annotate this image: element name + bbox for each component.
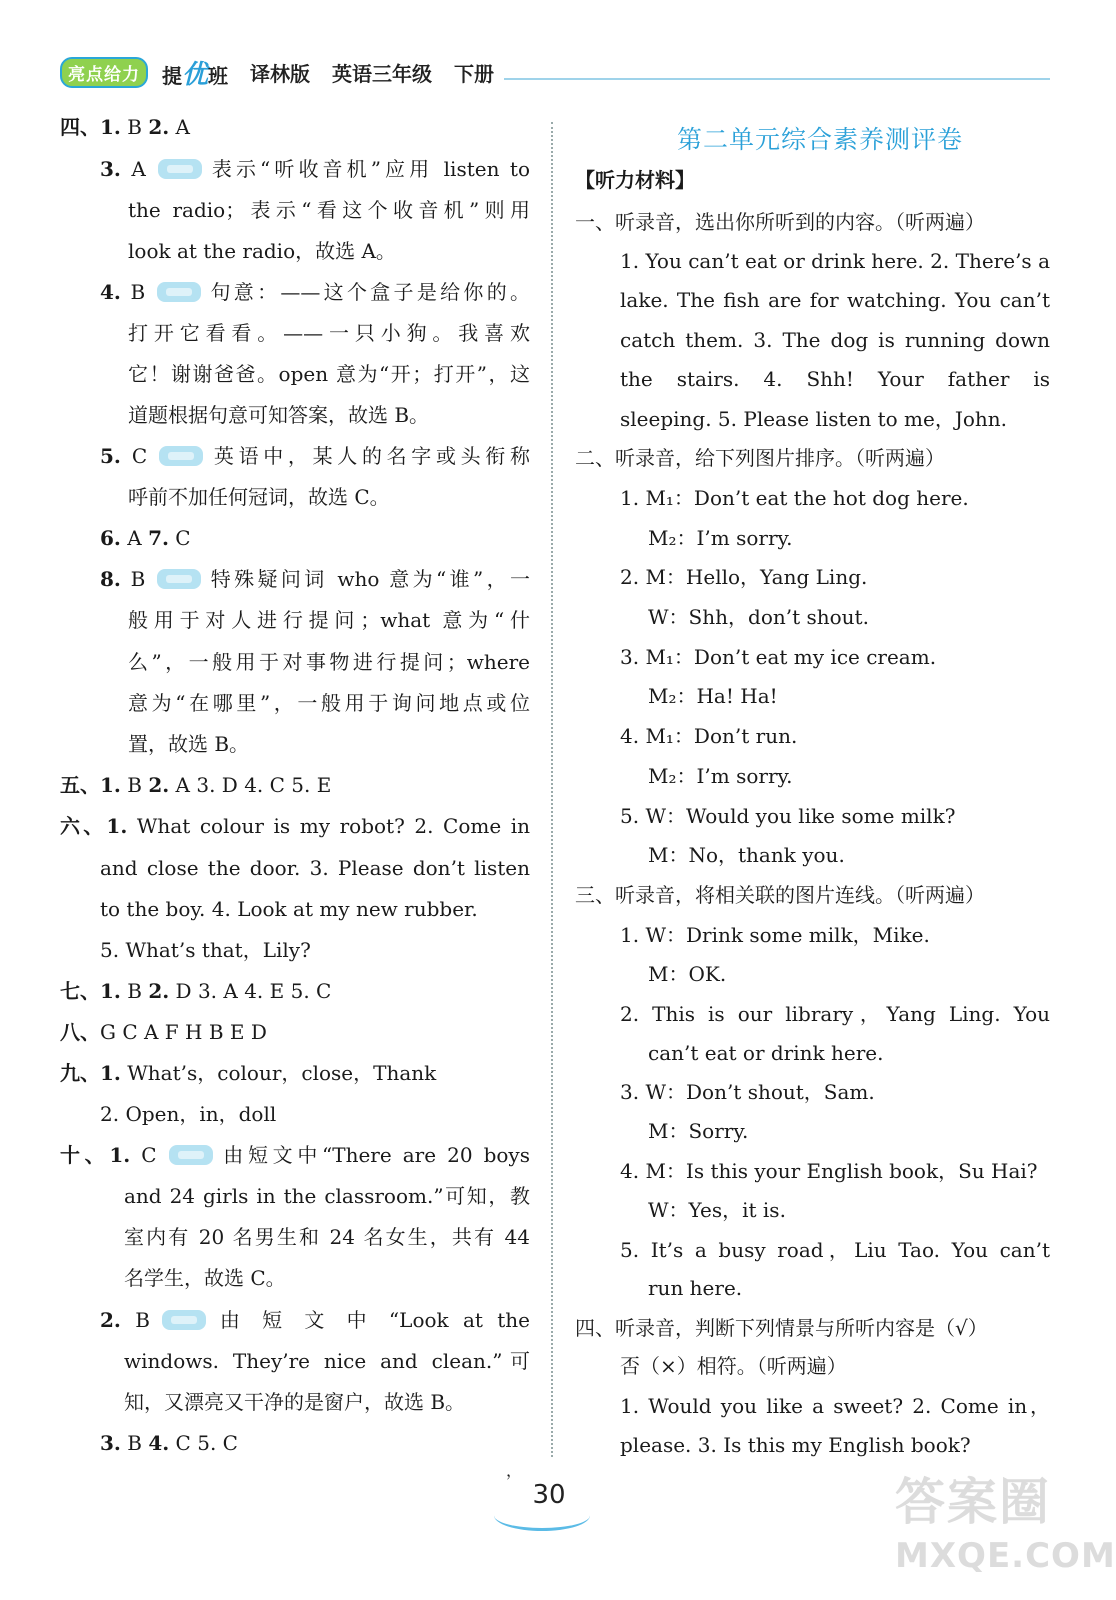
right-line bbox=[620, 1000, 1050, 1028]
answer-text: 特殊疑问词 who 意为“谁”，一 bbox=[207, 567, 530, 591]
unit-test-title: 第二单元综合素养测评卷 bbox=[676, 125, 963, 154]
answer-text: 一、听录音，选出你所听到的内容。（听两遍） bbox=[575, 210, 985, 234]
right-line bbox=[648, 682, 1050, 710]
left-line bbox=[100, 854, 530, 882]
right-line bbox=[620, 1078, 1050, 1106]
answer-number: 九、 bbox=[60, 1061, 100, 1085]
answer-number: 1. bbox=[106, 814, 128, 838]
answer-text: 5. It’s a busy road，Liu Tao. You can’t bbox=[620, 1238, 1050, 1262]
right-line bbox=[648, 960, 1050, 988]
answer-text: 句意：——这个盒子是给你的。 bbox=[207, 280, 530, 304]
answer-text: run here. bbox=[648, 1276, 743, 1300]
answer-number: 2. bbox=[148, 979, 170, 1003]
answer-text: 2. Open，in，doll bbox=[100, 1102, 277, 1126]
left-line bbox=[124, 1347, 530, 1375]
answer-text: M₂：Ha! Ha! bbox=[648, 684, 778, 708]
answer-text: and close the door. 3. Please don’t listen bbox=[100, 856, 530, 880]
left-line bbox=[128, 237, 530, 265]
answer-choice: B bbox=[120, 979, 149, 1003]
left-line bbox=[100, 155, 530, 183]
left-line bbox=[100, 895, 530, 923]
left-line bbox=[60, 1141, 530, 1169]
answer-number: 5. bbox=[100, 444, 121, 468]
answer-text: 置，故选 B。 bbox=[128, 732, 250, 756]
answer-text: windows. They’re nice and clean.”可 bbox=[124, 1349, 530, 1373]
answer-text: to the boy. 4. Look at my new rubber. bbox=[100, 897, 478, 921]
left-line bbox=[128, 648, 530, 676]
answer-text: 打开它看看。——一只小狗。我喜欢 bbox=[128, 321, 530, 345]
answer-text: 道题根据句意可知答案，故选 B。 bbox=[128, 403, 430, 427]
answer-text: can’t eat or drink here. bbox=[648, 1041, 884, 1065]
answer-text: 3. W：Don’t shout，Sam. bbox=[620, 1080, 875, 1104]
answer-text: 1. W：Drink some milk，Mike. bbox=[620, 923, 930, 947]
left-line bbox=[60, 812, 530, 840]
right-line bbox=[575, 881, 1050, 909]
answer-choice: B bbox=[120, 773, 149, 797]
answer-text: 否（×）相符。（听两遍） bbox=[620, 1354, 847, 1378]
answer-choice: C bbox=[130, 1143, 157, 1167]
answer-number: 十、 bbox=[60, 1143, 110, 1167]
left-line bbox=[100, 1429, 530, 1457]
answer-number: 6. bbox=[100, 526, 121, 550]
column-divider bbox=[551, 122, 553, 1457]
right-line bbox=[620, 484, 1050, 512]
answer-number: 五、 bbox=[60, 773, 100, 797]
answer-number: 3. bbox=[100, 1431, 121, 1455]
right-line bbox=[620, 326, 1050, 354]
answer-number: 2. bbox=[148, 115, 170, 139]
subject: 英语三年级 bbox=[332, 61, 433, 86]
watermark-cn: 答案圈 bbox=[895, 1473, 1051, 1531]
left-line bbox=[60, 1059, 530, 1087]
answer-text: the radio；表示“看这个收音机”则用 bbox=[128, 198, 530, 222]
answer-text: 4. M₁：Don’t run. bbox=[620, 724, 798, 748]
answer-text: 由短文中“There are 20 boys bbox=[218, 1143, 530, 1167]
right-line bbox=[620, 1157, 1050, 1185]
page-number-arc bbox=[494, 1500, 590, 1531]
answer-text: 三、听录音，将相关联的图片连线。（听两遍） bbox=[575, 883, 985, 907]
left-line bbox=[128, 360, 530, 388]
answer-text: lake. The fish are for watching. You can’t bbox=[620, 288, 1050, 312]
right-line bbox=[575, 1314, 1050, 1342]
left-line bbox=[100, 1100, 530, 1128]
answer-text: 它！谢谢爸爸。open 意为“开；打开”，这 bbox=[128, 362, 530, 386]
answer-number: 2. bbox=[100, 1308, 121, 1332]
answer-text: 四、听录音，判断下列情景与所听内容是（√） bbox=[575, 1316, 988, 1340]
left-line bbox=[124, 1264, 530, 1292]
answer-text: 呼前不加任何冠词，故选 C。 bbox=[128, 485, 390, 509]
analysis-tag-icon bbox=[157, 569, 201, 589]
watermark-en: MXQE.COM bbox=[895, 1536, 1116, 1576]
answer-text: What colour is my robot? 2. Come in bbox=[127, 814, 530, 838]
right-line bbox=[620, 643, 1050, 671]
left-line bbox=[128, 319, 530, 347]
left-line bbox=[100, 278, 530, 306]
left-line bbox=[60, 771, 530, 799]
answer-number: 七、 bbox=[60, 979, 100, 1003]
right-line bbox=[648, 603, 1050, 631]
answer-text: A bbox=[169, 115, 191, 139]
answer-text: W：Yes，it is. bbox=[648, 1198, 786, 1222]
answer-number: 4. bbox=[148, 1431, 170, 1455]
answer-number: 1. bbox=[100, 773, 121, 797]
answer-text: the stairs. 4. Shh! Your father is bbox=[620, 367, 1050, 391]
answer-text: 1. M₁：Don’t eat the hot dog here. bbox=[620, 486, 969, 510]
page-header bbox=[60, 52, 1050, 92]
right-line bbox=[620, 563, 1050, 591]
answer-text: M：Sorry. bbox=[648, 1119, 749, 1143]
series-you: 优 bbox=[182, 59, 209, 90]
answer-text: 二、听录音，给下列图片排序。（听两遍） bbox=[575, 446, 945, 470]
left-line bbox=[60, 113, 530, 141]
right-line bbox=[620, 247, 1050, 275]
right-line bbox=[648, 1274, 1050, 1302]
right-line bbox=[620, 921, 1050, 949]
answer-text: M：OK. bbox=[648, 962, 727, 986]
answer-text: M₂：I’m sorry. bbox=[648, 526, 793, 550]
answer-number: 1. bbox=[100, 115, 121, 139]
answer-text: 1. You can’t eat or drink here. 2. There’s a bbox=[620, 249, 1050, 273]
answer-text: G C A F H B E D bbox=[100, 1020, 267, 1044]
analysis-tag-icon bbox=[157, 282, 201, 302]
edition: 译林版 bbox=[250, 61, 311, 86]
answer-choice: A bbox=[120, 157, 146, 181]
left-line bbox=[100, 442, 530, 470]
left-line bbox=[128, 196, 530, 224]
answer-number: 1. bbox=[109, 1143, 131, 1167]
answer-text: 英语中，某人的名字或头衔称 bbox=[209, 444, 530, 468]
answer-text: 4. M：Is this your English book，Su Hai? bbox=[620, 1159, 1038, 1183]
answer-text: 名学生，故选 C。 bbox=[124, 1266, 286, 1290]
left-line bbox=[60, 977, 530, 1005]
left-line bbox=[128, 730, 530, 758]
stray-mark: ， bbox=[506, 1461, 523, 1480]
right-line bbox=[648, 1196, 1050, 1224]
answer-text: C bbox=[168, 526, 191, 550]
answer-text: A 3. D 4. C 5. E bbox=[169, 773, 332, 797]
answer-choice: B bbox=[120, 567, 146, 591]
right-line bbox=[648, 524, 1050, 552]
answer-choice: B bbox=[120, 115, 149, 139]
analysis-tag-icon bbox=[158, 159, 202, 179]
answer-text: 5. What’s that，Lily? bbox=[100, 938, 311, 962]
right-line bbox=[620, 1236, 1050, 1264]
series-name bbox=[162, 54, 228, 91]
answer-number: 六、 bbox=[60, 814, 107, 838]
left-line bbox=[124, 1388, 530, 1416]
series-pre: 提 bbox=[162, 63, 182, 88]
answer-choice: B bbox=[120, 280, 146, 304]
answer-text: 表示“听收音机”应用 listen to bbox=[207, 157, 530, 181]
right-line bbox=[620, 802, 1050, 830]
left-line bbox=[124, 1182, 530, 1210]
volume: 下册 bbox=[454, 61, 495, 86]
answer-text: 般用于对人进行提问；what 意为“什 bbox=[128, 608, 530, 632]
answer-text: and 24 girls in the classroom.”可知，教 bbox=[124, 1184, 530, 1208]
right-line bbox=[620, 722, 1050, 750]
watermark-logo bbox=[895, 1470, 1116, 1590]
answer-number: 3. bbox=[100, 157, 121, 181]
answer-choice: A bbox=[120, 526, 149, 550]
answer-text: What’s，colour，close，Thank bbox=[120, 1061, 437, 1085]
analysis-tag-icon bbox=[169, 1145, 213, 1165]
left-line bbox=[60, 1018, 530, 1046]
left-line bbox=[100, 565, 530, 593]
answer-text: 么”，一般用于对事物进行提问；where bbox=[128, 650, 530, 674]
right-line bbox=[648, 1117, 1050, 1145]
answer-text: M₂：I’m sorry. bbox=[648, 764, 793, 788]
left-line bbox=[128, 689, 530, 717]
answer-text: M：No，thank you. bbox=[648, 843, 845, 867]
answer-number: 4. bbox=[100, 280, 121, 304]
answer-text: 3. M₁：Don’t eat my ice cream. bbox=[620, 645, 937, 669]
answer-number: 7. bbox=[148, 526, 169, 550]
answer-text: please. 3. Is this my English book? bbox=[620, 1433, 971, 1457]
answer-text: 知，又漂亮又干净的是窗户，故选 B。 bbox=[124, 1390, 466, 1414]
answer-text: sleeping. 5. Please listen to me，John. bbox=[620, 407, 1008, 431]
answer-text: W：Shh，don’t shout. bbox=[648, 605, 869, 629]
answer-text: catch them. 3. The dog is running down bbox=[620, 328, 1050, 352]
right-line bbox=[575, 166, 1050, 194]
answer-text: look at the radio，故选 A。 bbox=[128, 239, 396, 263]
right-line bbox=[620, 365, 1050, 393]
answer-text: 2. M：Hello，Yang Ling. bbox=[620, 565, 868, 589]
answer-number: 8. bbox=[100, 567, 121, 591]
right-line bbox=[575, 444, 1050, 472]
answer-text: 【听力材料】 bbox=[575, 168, 695, 192]
analysis-tag-icon bbox=[159, 446, 203, 466]
right-line bbox=[620, 1431, 1050, 1459]
answer-text: 室内有 20 名男生和 24 名女生，共有 44 bbox=[124, 1225, 530, 1249]
answer-number: 2. bbox=[148, 773, 170, 797]
left-line bbox=[128, 606, 530, 634]
right-line bbox=[620, 1352, 1050, 1380]
brand-badge: 亮点给力 bbox=[60, 57, 148, 88]
left-line bbox=[100, 936, 530, 964]
answer-text: 1. Would you like a sweet? 2. Come in， bbox=[620, 1394, 1050, 1418]
left-line bbox=[100, 1306, 530, 1334]
answer-text: D 3. A 4. E 5. C bbox=[169, 979, 332, 1003]
answer-text: 由 短 文 中 “Look at the bbox=[211, 1308, 530, 1332]
header-rule bbox=[504, 78, 1050, 80]
right-line bbox=[620, 286, 1050, 314]
right-line bbox=[648, 762, 1050, 790]
analysis-tag-icon bbox=[162, 1310, 206, 1330]
right-line bbox=[648, 841, 1050, 869]
answer-choice: B bbox=[120, 1431, 149, 1455]
right-line bbox=[648, 1039, 1050, 1067]
left-line bbox=[128, 401, 530, 429]
answer-choice: C bbox=[120, 444, 148, 468]
series-post: 班 bbox=[208, 63, 229, 88]
left-line bbox=[124, 1223, 530, 1251]
answer-number: 八、 bbox=[60, 1020, 100, 1044]
answer-number: 1. bbox=[100, 1061, 121, 1085]
right-line bbox=[620, 405, 1050, 433]
page-number: 30 bbox=[532, 1480, 566, 1510]
left-line bbox=[100, 524, 530, 552]
answer-number: 1. bbox=[100, 979, 121, 1003]
right-line bbox=[575, 208, 1050, 236]
answer-text: 意为“在哪里”，一般用于询问地点或位 bbox=[128, 691, 530, 715]
answer-text: 5. W：Would you like some milk? bbox=[620, 804, 956, 828]
answer-text: 2. This is our library，Yang Ling. You bbox=[620, 1002, 1050, 1026]
right-line bbox=[620, 1392, 1050, 1420]
answer-text: C 5. C bbox=[169, 1431, 238, 1455]
answer-number: 四、 bbox=[60, 115, 100, 139]
answer-choice: B bbox=[120, 1308, 150, 1332]
left-line bbox=[128, 483, 530, 511]
